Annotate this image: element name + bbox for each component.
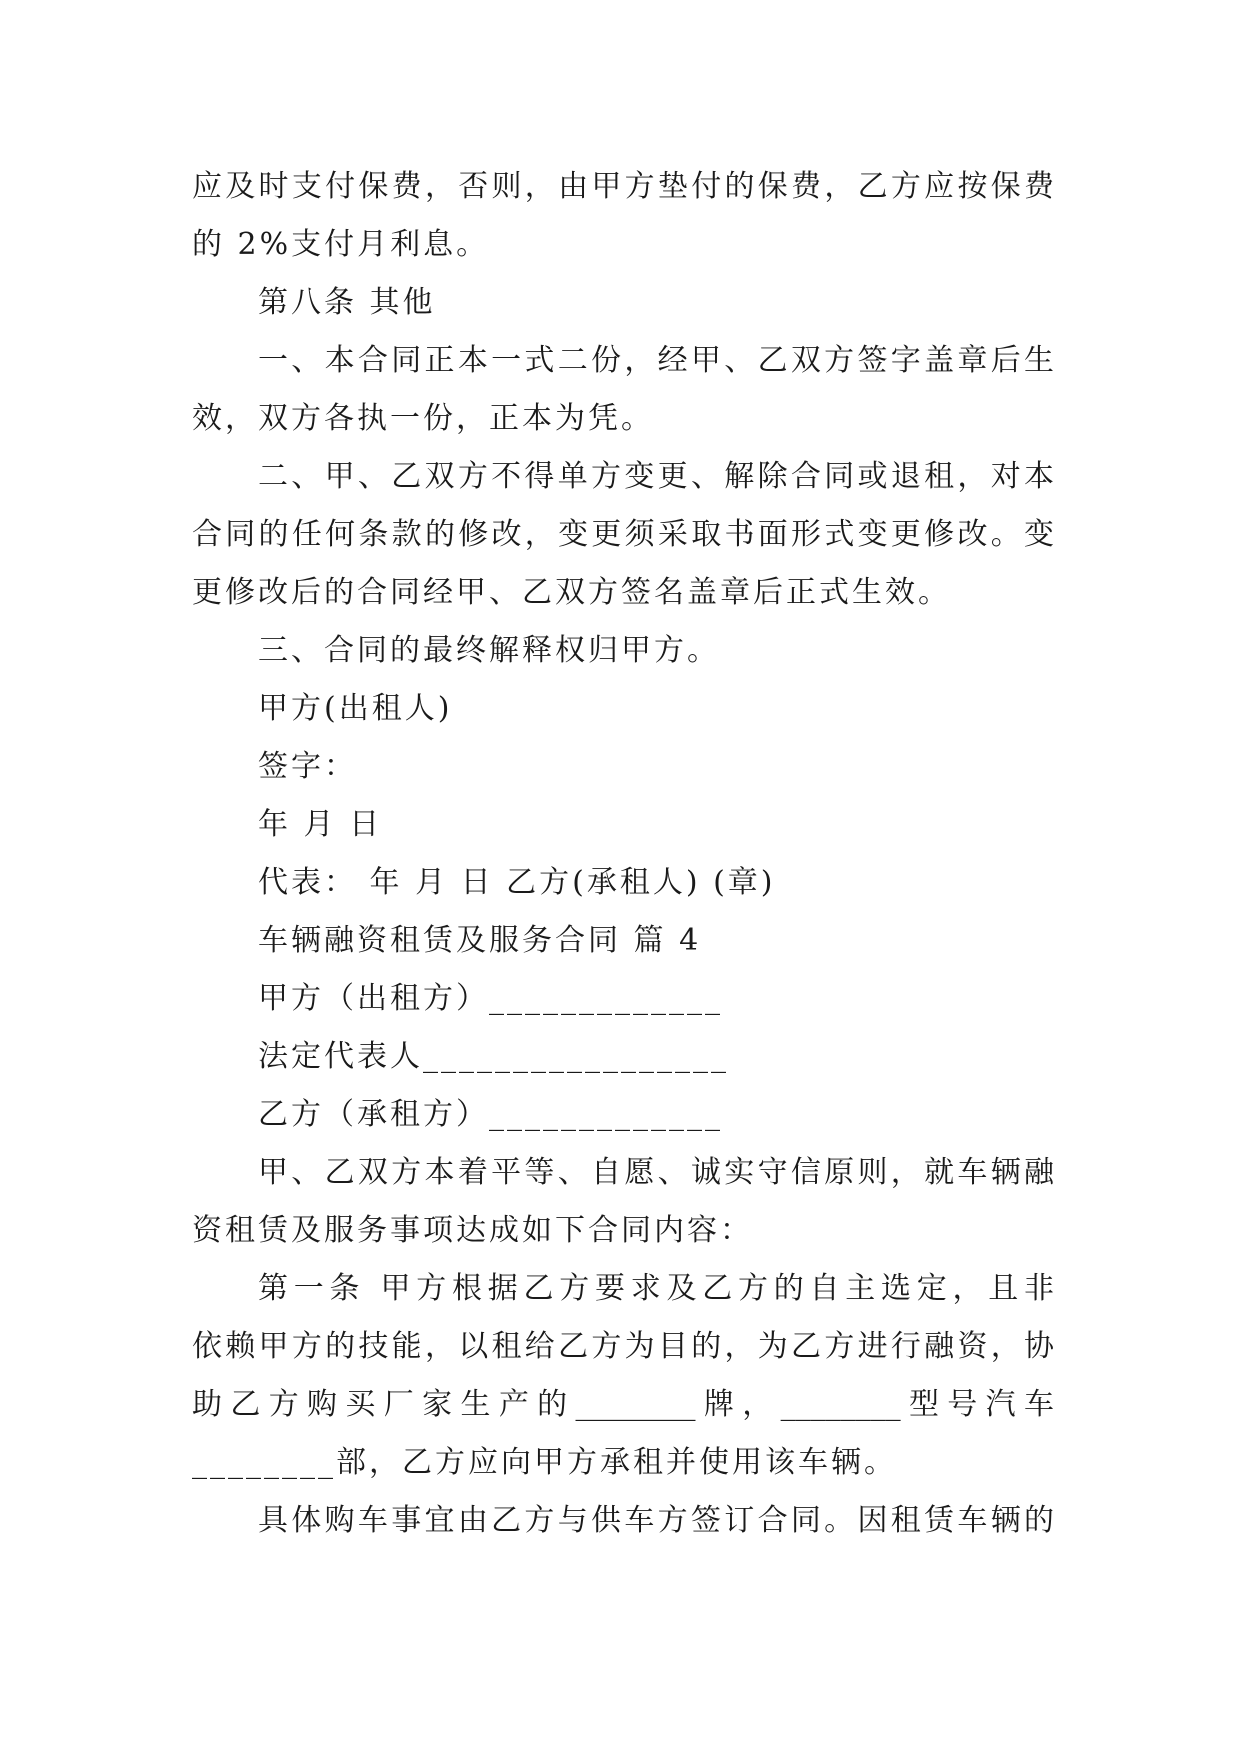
paragraph-line: 合同的任何条款的修改，变更须采取书面形式变更修改。变 [192,517,1054,552]
signature-date: 年 月 日 [258,807,383,842]
paragraph-line: 三、合同的最终解释权归甲方。 [258,633,720,668]
party-a-field: 甲方（出租方）_____________ [258,981,723,1016]
document-body [192,158,1054,1550]
paragraph-line: 二、甲、乙双方不得单方变更、解除合同或退租，对本 [258,459,1054,494]
article-heading: 第八条 其他 [258,285,436,320]
paragraph-line: 效，双方各执一份，正本为凭。 [192,401,654,436]
legal-representative-field: 法定代表人_________________ [258,1039,729,1074]
paragraph-line: 资租赁及服务事项达成如下合同内容： [192,1213,753,1248]
paragraph-line: 甲、乙双方本着平等、自愿、诚实守信原则，就车辆融 [258,1155,1054,1190]
section-title: 车辆融资租赁及服务合同 篇 4 [258,923,702,958]
paragraph-line: 更修改后的合同经甲、乙双方签名盖章后正式生效。 [192,575,951,610]
signature-representative: 代表： 年 月 日 乙方(承租人) (章) [258,865,776,900]
signature-label: 签字： [258,749,357,784]
article-line: 第一条 甲方根据乙方要求及乙方的自主选定，且非 [258,1271,1054,1306]
party-b-field: 乙方（承租方）_____________ [258,1097,723,1132]
paragraph-line: ________部，乙方应向甲方承租并使用该车辆。 [192,1445,897,1480]
paragraph-line: 应及时支付保费，否则，由甲方垫付的保费，乙方应按保费 [192,169,1054,204]
paragraph-line: 一、本合同正本一式二份，经甲、乙双方签字盖章后生 [258,343,1054,378]
signature-party-a: 甲方(出租人) [258,691,453,726]
paragraph-line: 的 2%支付月利息。 [192,227,490,262]
paragraph-line: 具体购车事宜由乙方与供车方签订合同。因租赁车辆的 [258,1503,1054,1538]
paragraph-line: 依赖甲方的技能，以租给乙方为目的，为乙方进行融资，协 [192,1329,1054,1364]
paragraph-line: 助乙方购买厂家生产的________牌，________型号汽车 [192,1387,1054,1422]
